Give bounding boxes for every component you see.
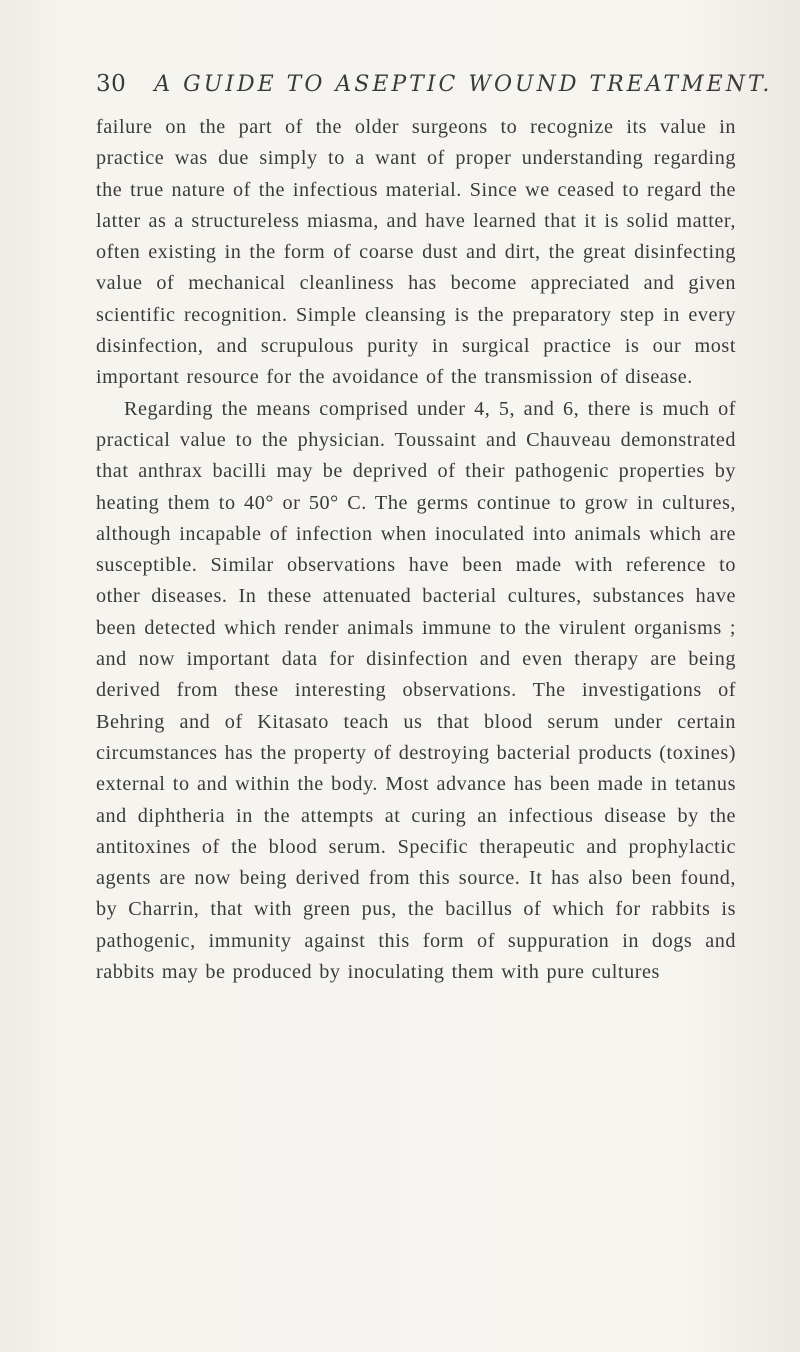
paragraph-continued: failure on the part of the older surgeons to recognize its value in practice was due simply to a want of proper understanding regarding the true nature of the infectious material. Since we ceased to regard the latter as a structureless miasma, and have learned that it is solid matter, often existing in the form of coarse dust and dirt, the great disinfecting value of mechanical cleanliness has become appreciated and given scientific recognition. Simple cleansing is the preparatory step in every disinfection, and scrupulous purity in surgical practice is our most important resource for the avoidance of the transmission of disease. [96, 116, 736, 389]
page-number: 30 [96, 71, 127, 97]
paragraph: Regarding the means comprised under 4, 5, and 6, there is much of practical value to the physician. Toussaint and Chauveau demonstrated that anthrax bacilli may be deprived of their pathogenic properties by heating them to 40° or 50° C. The germs continue to grow in cultures, although incapable of infection when inoculated into animals which are susceptible. Similar observations have been made with reference to other diseases. In these attenuated bacterial cultures, substances have been detected which render animals immune to the virulent organisms ; and now important data for disinfection and even therapy are being derived from these interesting observations. The investigations of Behring and of Kitasato teach us that blood serum under certain circumstances has the property of destroying bacterial products (toxines) external to and within the body. Most advance has been made in tetanus and diphtheria in the attempts at curing an infectious disease by the antitoxines of the blood serum. Specific therapeutic and prophylactic agents are now being derived from this source. It has also been found, by Charrin, that with green pus, the bacillus of which for rabbits is pathogenic, immunity against this form of suppuration in dogs and rabbits may be produced by inoculating them with pure cultures [96, 397, 736, 984]
running-head [96, 64, 773, 104]
body-text [96, 112, 736, 988]
running-title: A GUIDE TO ASEPTIC WOUND TREATMENT. [154, 72, 773, 97]
